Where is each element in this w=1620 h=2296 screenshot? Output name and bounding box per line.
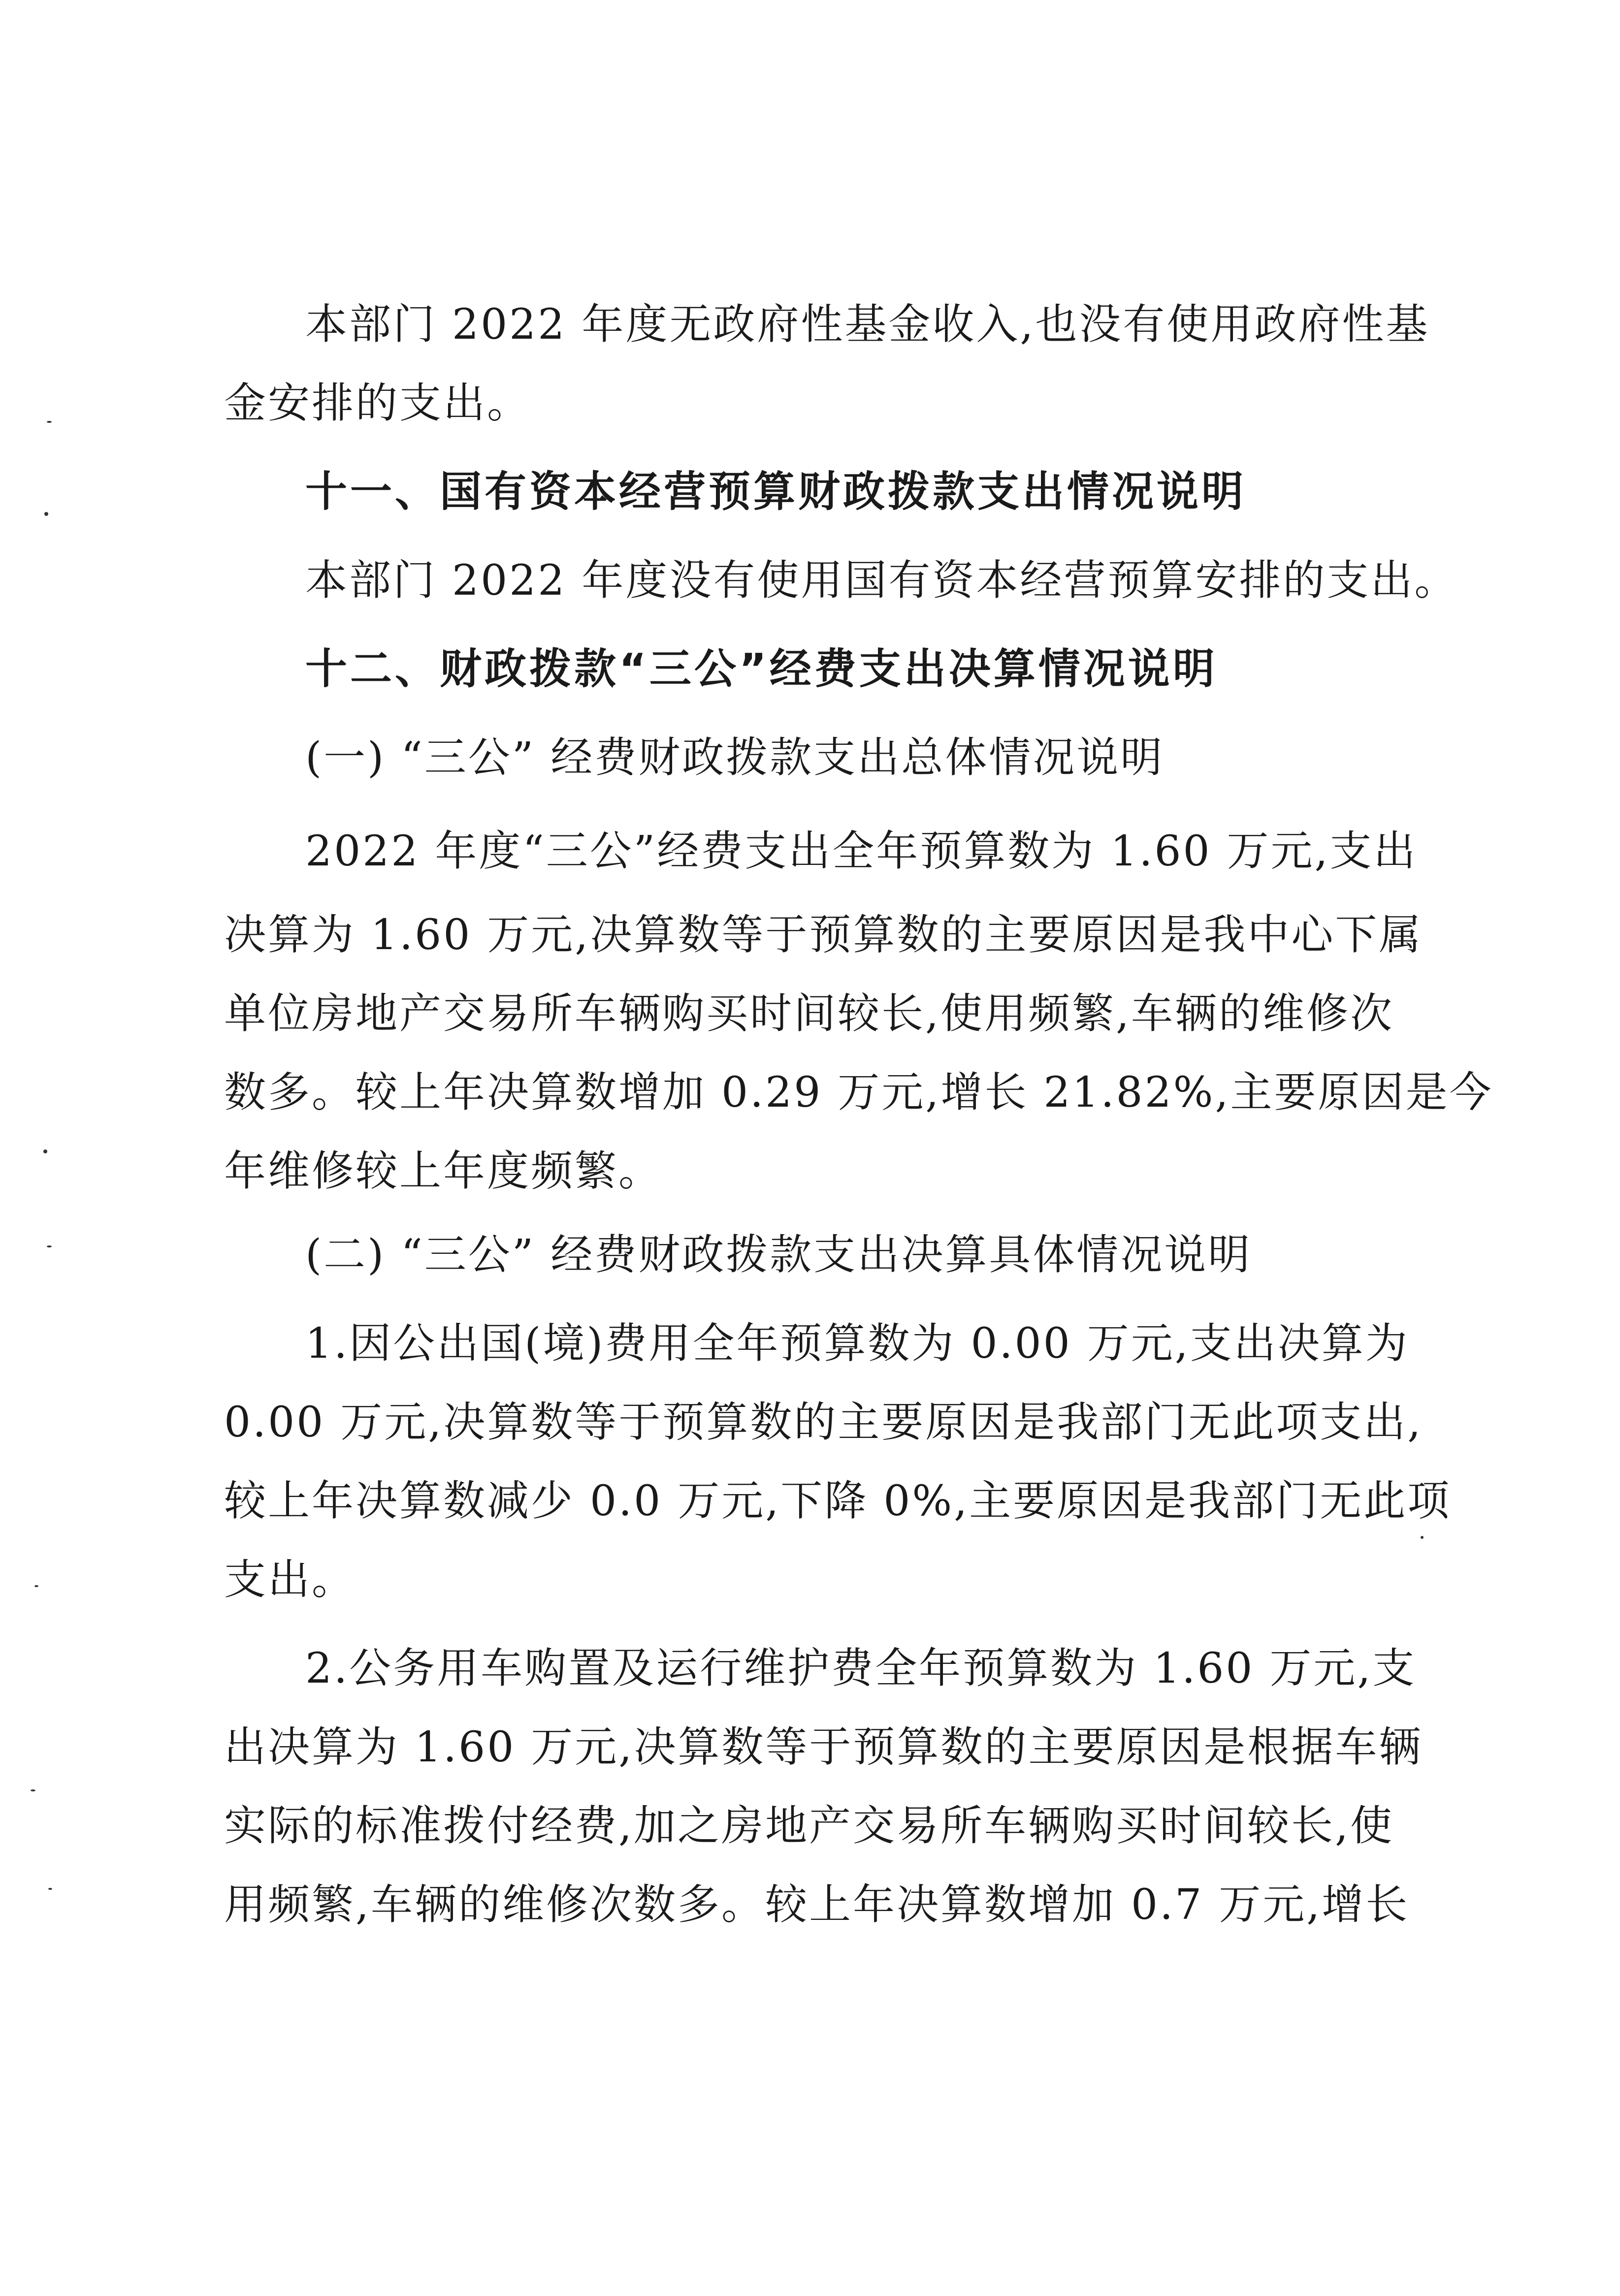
paragraph-line: 0.00 万元,决算数等于预算数的主要原因是我部门无此项支出, [224, 1398, 1423, 1447]
paragraph-line: 用频繁,车辆的维修次数多。较上年决算数增加 0.7 万元,增长 [224, 1881, 1410, 1929]
paragraph-line: 支出。 [224, 1556, 356, 1604]
paragraph-line: 2.公务用车购置及运行维护费全年预算数为 1.60 万元,支 [305, 1644, 1417, 1693]
subsection-heading: (一) “三公” 经费财政拨款支出总体情况说明 [305, 733, 1165, 782]
scan-dot [1421, 1536, 1424, 1539]
paragraph-line: 决算为 1.60 万元,决算数等于预算数的主要原因是我中心下属 [224, 911, 1423, 959]
paragraph-line: 1.因公出国(境)费用全年预算数为 0.00 万元,支出决算为 [305, 1319, 1409, 1368]
scan-dot [44, 512, 48, 516]
paragraph-line: 出决算为 1.60 万元,决算数等于预算数的主要原因是根据车辆 [224, 1723, 1423, 1772]
section-heading: 十一、国有资本经营预算财政拨款支出情况说明 [305, 468, 1247, 516]
paragraph-line: 年维修较上年度频繁。 [224, 1147, 663, 1196]
scan-dot [43, 1149, 47, 1153]
paragraph-line: 较上年决算数减少 0.0 万元,下降 0%,主要原因是我部门无此项 [224, 1477, 1452, 1526]
scan-dot [48, 1888, 52, 1890]
section-heading: 十二、财政拨款“三公”经费支出决算情况说明 [305, 645, 1218, 694]
scan-dot [34, 1585, 38, 1587]
scan-dot [47, 1245, 52, 1247]
paragraph-line: 本部门 2022 年度无政府性基金收入,也没有使用政府性基 [305, 300, 1430, 349]
paragraph-line: 单位房地产交易所车辆购买时间较长,使用频繁,车辆的维修次 [224, 989, 1394, 1038]
paragraph-line: 金安排的支出。 [224, 379, 531, 428]
paragraph-line: 2022 年度“三公”经费支出全年预算数为 1.60 万元,支出 [305, 827, 1418, 876]
subsection-heading: (二) “三公” 经费财政拨款支出决算具体情况说明 [305, 1231, 1252, 1279]
paragraph-line: 实际的标准拨付经费,加之房地产交易所车辆购买时间较长,使 [224, 1802, 1394, 1850]
scan-dot [47, 421, 52, 423]
paragraph-line: 本部门 2022 年度没有使用国有资本经营预算安排的支出。 [305, 556, 1458, 605]
paragraph-line: 数多。较上年决算数增加 0.29 万元,增长 21.82%,主要原因是今 [224, 1068, 1493, 1117]
scan-dot [31, 1789, 35, 1791]
